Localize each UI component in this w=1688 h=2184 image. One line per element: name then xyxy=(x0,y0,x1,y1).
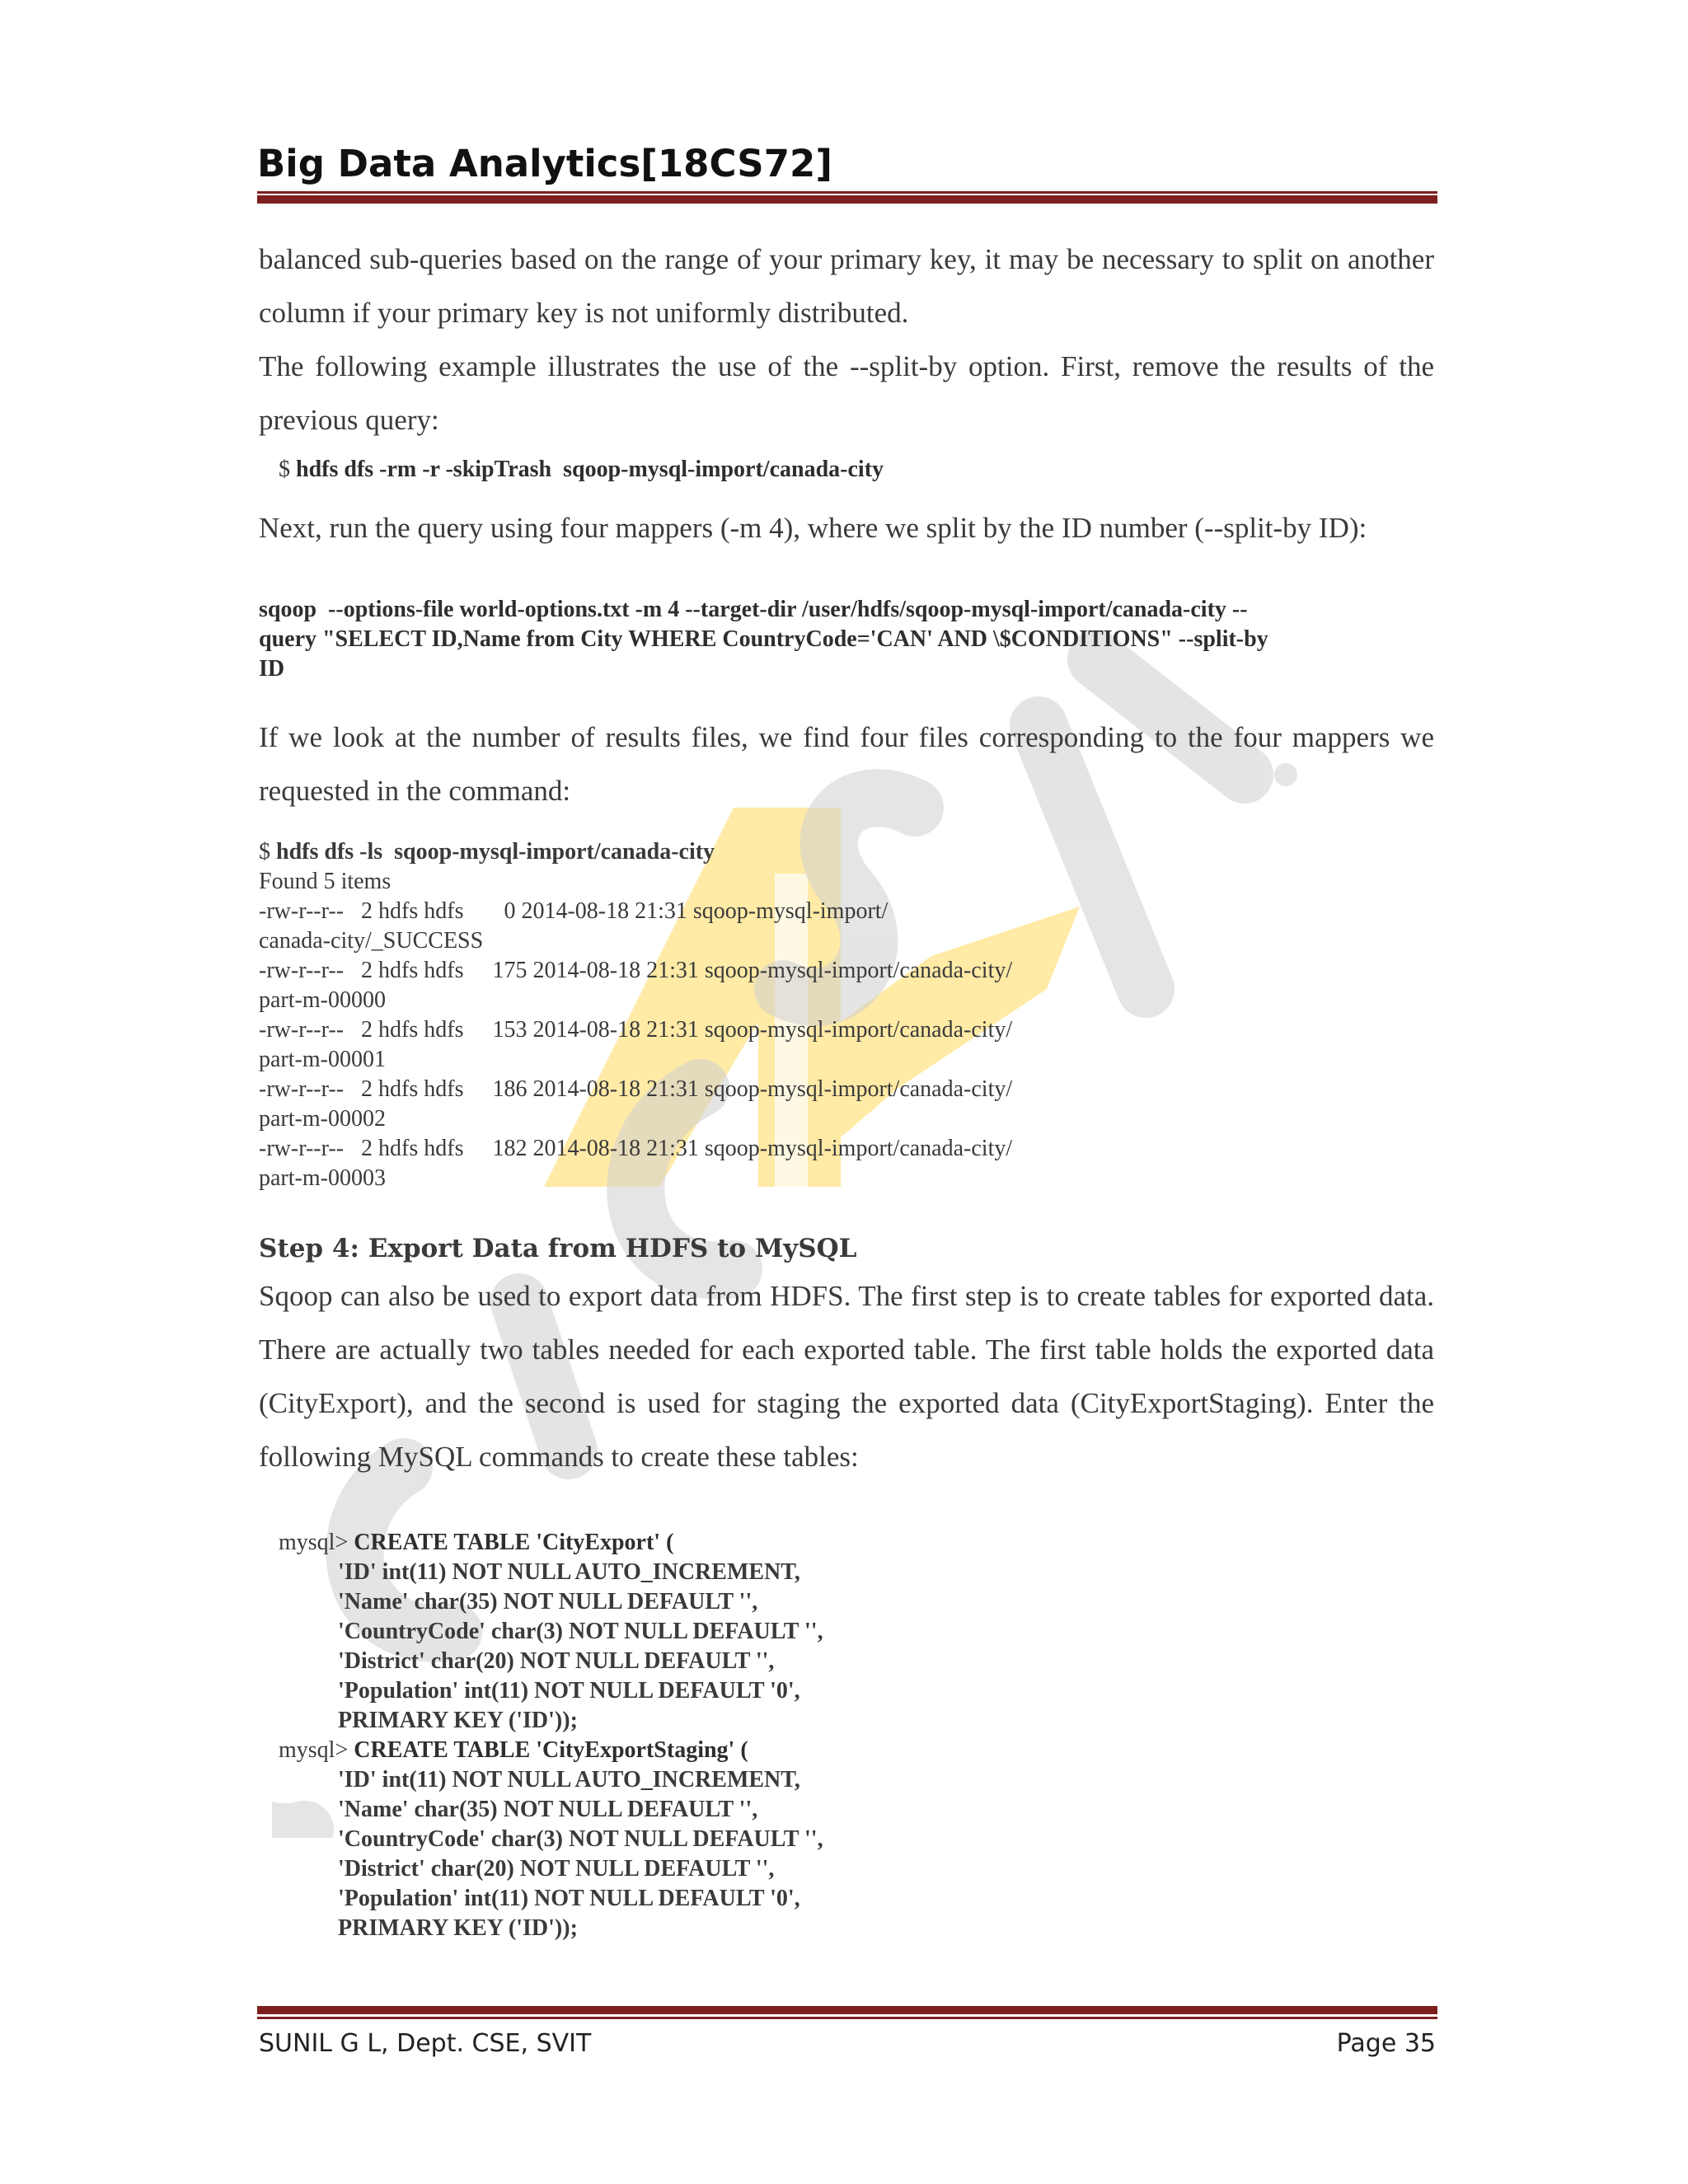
shell-prompt: $ xyxy=(259,839,276,865)
sql-column-line: 'CountryCode' char(3) NOT NULL DEFAULT '', xyxy=(338,1619,823,1644)
header-rule-thick xyxy=(257,195,1437,204)
footer-page-number: Page 35 xyxy=(1336,2029,1436,2058)
sqoop-command-line: sqoop --options-file world-options.txt -m 4 --target-dir /user/hdfs/sqoop-mysql-import/canada-city -- xyxy=(259,597,1248,622)
sql-column-line: PRIMARY KEY ('ID')); xyxy=(338,1708,578,1733)
next-run-paragraph: Next, run the query using four mappers (-m 4), where we split by the ID number (--split-by ID): xyxy=(259,512,1367,544)
ls-output-line: -rw-r--r-- 2 hdfs hdfs 182 2014-08-18 21:31 sqoop-mysql-import/canada-city/ xyxy=(259,1136,1013,1161)
header-rule-thin xyxy=(257,191,1437,194)
ls-output-line: part-m-00001 xyxy=(259,1047,386,1072)
step-4-paragraph: Sqoop can also be used to export data from HDFS. The first step is to create tables for exported data. There are actually two tables needed for each exported table. The first table holds the exported data (CityExport), and the second is used for staging the exported data (CityExportStaging). Enter the following MySQL commands to create these tables: xyxy=(259,1280,1434,1473)
sql-column-line: 'District' char(20) NOT NULL DEFAULT '', xyxy=(338,1648,775,1674)
footer-author: SUNIL G L, Dept. CSE, SVIT xyxy=(259,2029,592,2058)
ls-output-line: part-m-00002 xyxy=(259,1106,386,1132)
hdfs-ls-listing xyxy=(259,837,1012,1193)
sqoop-import-command xyxy=(259,595,1268,684)
sql-column-line: 'Population' int(11) NOT NULL DEFAULT '0', xyxy=(338,1678,800,1704)
ls-output-line: Found 5 items xyxy=(259,869,392,894)
ls-output-line: part-m-00003 xyxy=(259,1165,386,1191)
results-files-paragraph: If we look at the number of results files, we find four files corresponding to the four mappers we requested in the command: xyxy=(259,721,1434,807)
step-4-heading: Step 4: Export Data from HDFS to MySQL xyxy=(259,1234,857,1263)
hdfs-ls-command xyxy=(259,837,1012,867)
sql-column-line: PRIMARY KEY ('ID')); xyxy=(338,1915,578,1941)
footer-rule-thin xyxy=(257,2017,1437,2019)
mysql-prompt: mysql> xyxy=(279,1530,354,1555)
sql-create-statement: CREATE TABLE 'CityExport' ( xyxy=(354,1530,674,1555)
sql-create-statement: CREATE TABLE 'CityExportStaging' ( xyxy=(354,1737,748,1763)
intro-paragraph-1: balanced sub-queries based on the range of your primary key, it may be necessary to split on another column if your primary key is not uniformly distributed. xyxy=(259,243,1434,329)
ls-output-line: -rw-r--r-- 2 hdfs hdfs 186 2014-08-18 21:31 sqoop-mysql-import/canada-city/ xyxy=(259,1076,1013,1102)
footer-rule-thick xyxy=(257,2006,1437,2014)
ls-output-line: -rw-r--r-- 2 hdfs hdfs 153 2014-08-18 21:31 sqoop-mysql-import/canada-city/ xyxy=(259,1017,1013,1043)
ls-output-line: -rw-r--r-- 2 hdfs hdfs 0 2014-08-18 21:31 sqoop-mysql-import/ xyxy=(259,898,889,924)
command-text: hdfs dfs -rm -r -skipTrash sqoop-mysql-import/canada-city xyxy=(296,457,884,482)
sqoop-command-line: query "SELECT ID,Name from City WHERE CountryCode='CAN' AND \$CONDITIONS" --split-by xyxy=(259,626,1268,652)
ls-output-line: -rw-r--r-- 2 hdfs hdfs 175 2014-08-18 21:31 sqoop-mysql-import/canada-city/ xyxy=(259,958,1013,983)
command-text: hdfs dfs -ls sqoop-mysql-import/canada-city xyxy=(276,839,715,865)
sqoop-command-line: ID xyxy=(259,656,285,682)
ls-output-line: canada-city/_SUCCESS xyxy=(259,928,484,954)
hdfs-rm-command xyxy=(279,455,884,485)
sql-column-line: 'ID' int(11) NOT NULL AUTO_INCREMENT, xyxy=(338,1559,800,1585)
mysql-prompt: mysql> xyxy=(279,1737,354,1763)
sql-column-line: 'Population' int(11) NOT NULL DEFAULT '0', xyxy=(338,1886,800,1911)
sql-column-line: 'Name' char(35) NOT NULL DEFAULT '', xyxy=(338,1589,758,1615)
sql-column-line: 'ID' int(11) NOT NULL AUTO_INCREMENT, xyxy=(338,1767,800,1793)
ls-output-line: part-m-00000 xyxy=(259,987,386,1013)
sql-column-line: 'Name' char(35) NOT NULL DEFAULT '', xyxy=(338,1797,758,1822)
page-header-title: Big Data Analytics[18CS72] xyxy=(257,142,832,185)
sql-create-line xyxy=(279,1736,823,1765)
intro-paragraph-2: The following example illustrates the use of the --split-by option. First, remove the results of the previous query: xyxy=(259,350,1434,436)
sql-column-line: 'CountryCode' char(3) NOT NULL DEFAULT '', xyxy=(338,1826,823,1852)
mysql-create-tables xyxy=(279,1528,823,1943)
sql-column-line: 'District' char(20) NOT NULL DEFAULT '', xyxy=(338,1856,775,1882)
sql-create-line xyxy=(279,1528,823,1558)
shell-prompt: $ xyxy=(279,457,296,482)
